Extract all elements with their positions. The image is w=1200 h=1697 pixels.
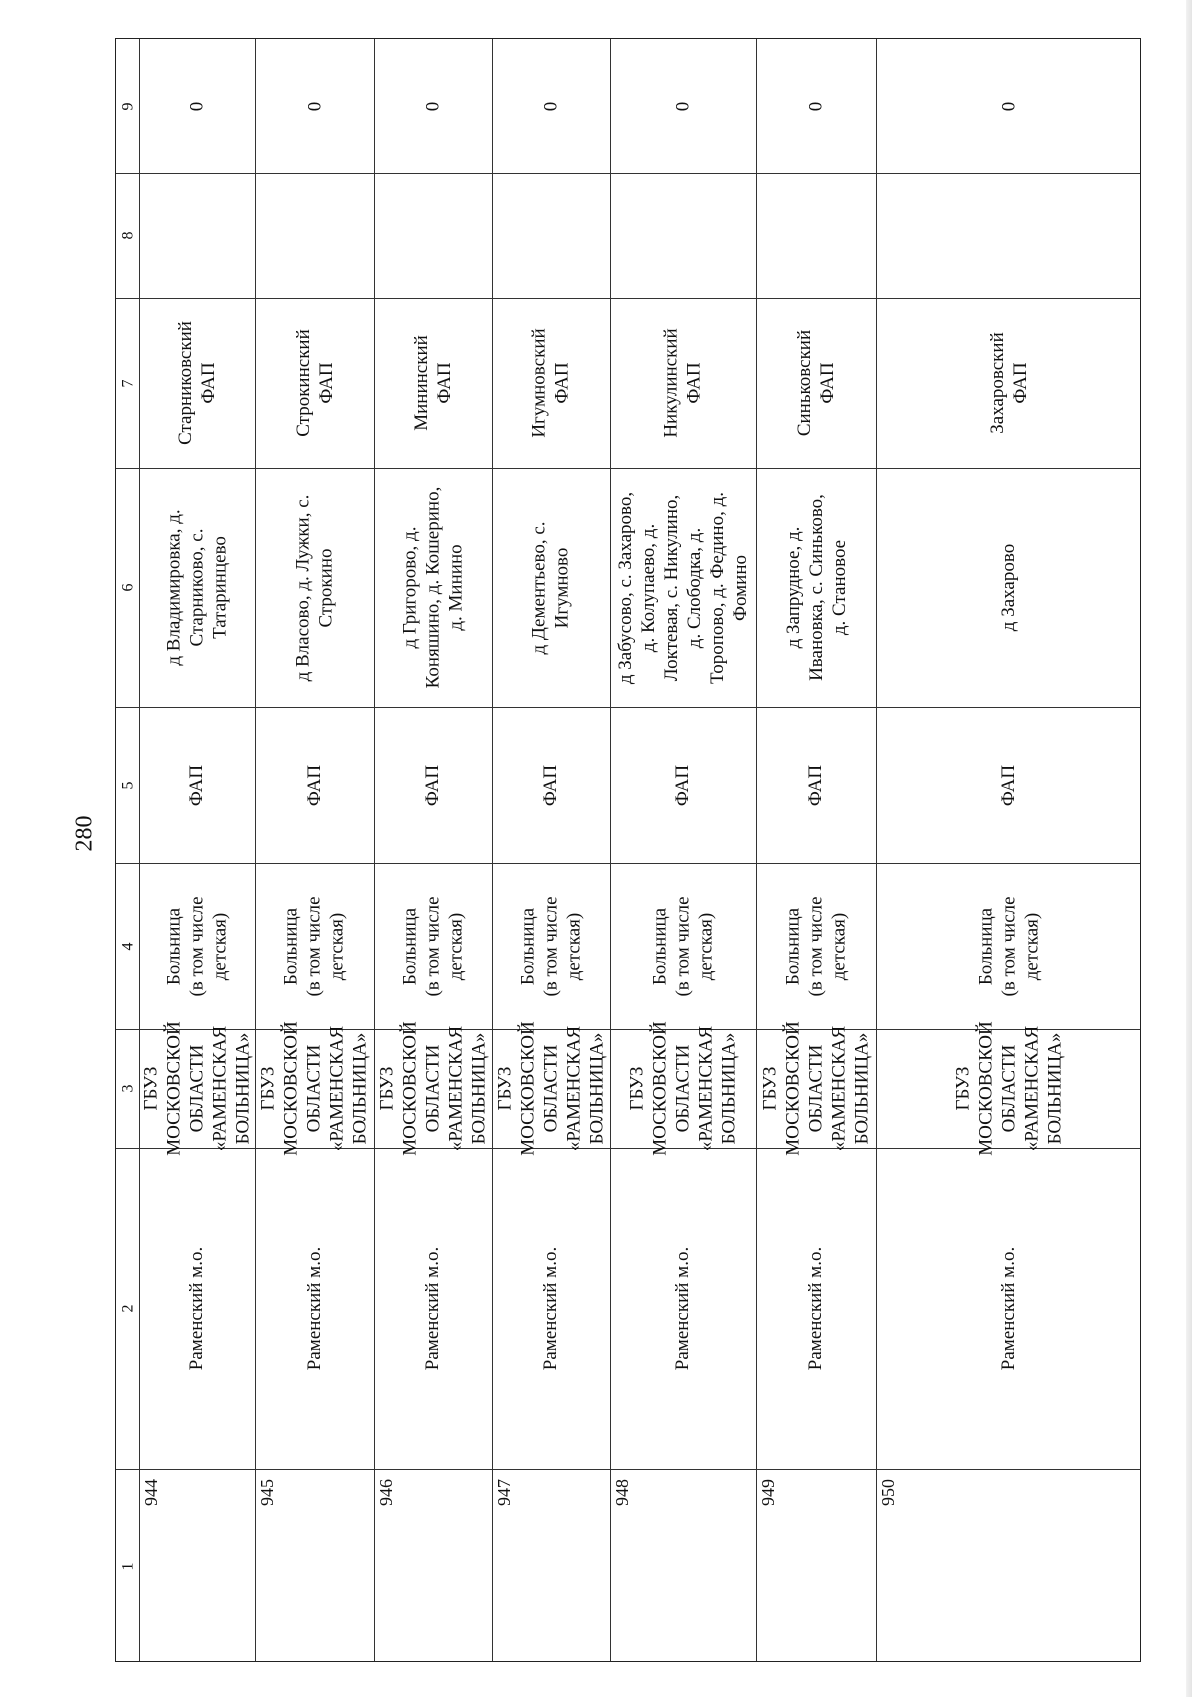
column-number-4-text: 4: [119, 942, 136, 950]
settlements-cell: [139, 468, 255, 707]
district-cell: [139, 1148, 255, 1469]
value-cell: [255, 39, 374, 173]
organization-cell: [374, 1021, 492, 1156]
district-cell-text: Раменский м.о.: [422, 1246, 444, 1371]
settlements-cell: [492, 468, 610, 707]
district-cell-text: Раменский м.о.: [998, 1246, 1020, 1371]
unit-type-cell-text: ФАП: [998, 764, 1020, 806]
col8-cell: [374, 173, 492, 298]
settlements-cell-text: д Дементьево, с. Игумново: [529, 520, 573, 655]
facility-type-cell: [139, 863, 255, 1029]
facility-type-cell: [756, 863, 876, 1029]
district-cell: [492, 1148, 610, 1469]
unit-type-cell: [374, 707, 492, 863]
facility-type-cell-text: Больница (в том числе детская): [163, 895, 231, 997]
settlements-cell-text: д Григорово, д. Коняшино, д. Кошерино, д. Минино: [399, 486, 467, 689]
organization-cell-text: ГБУЗ МОСКОВСКОЙ ОБЛАСТИ «РАМЕНСКАЯ БОЛЬНИЦА»: [952, 1021, 1066, 1156]
district-cell-text: Раменский м.о.: [186, 1246, 208, 1371]
district-cell: [876, 1148, 1142, 1469]
column-number-9-text: 9: [119, 102, 136, 110]
row-number: 948: [612, 1479, 632, 1506]
row-number: 949: [758, 1479, 778, 1506]
col8-cell: [139, 173, 255, 298]
district-cell: [610, 1148, 756, 1469]
value-cell-text: 0: [998, 101, 1020, 111]
settlements-cell: [756, 468, 876, 707]
organization-cell: [139, 1021, 255, 1156]
unit-name-cell: [492, 298, 610, 468]
unit-type-cell-text: ФАП: [672, 764, 694, 806]
value-cell-text: 0: [186, 101, 208, 111]
settlements-cell-text: д Владимировка, д. Старниково, с. Татаринцево: [163, 509, 231, 666]
column-number-7-text: 7: [119, 379, 136, 387]
unit-name-cell-text: Захаровский ФАП: [987, 332, 1031, 434]
unit-type-cell-text: ФАП: [540, 764, 562, 806]
column-number-5-text: 5: [119, 781, 136, 789]
unit-name-cell-text: Никулинский ФАП: [661, 328, 705, 438]
column-number-5: [116, 707, 139, 863]
organization-cell: [492, 1021, 610, 1156]
col8-cell: [255, 173, 374, 298]
column-number-1: [116, 1469, 139, 1663]
district-cell-text: Раменский м.о.: [540, 1246, 562, 1371]
facility-type-cell: [610, 863, 756, 1029]
column-number-4: [116, 863, 139, 1029]
facility-type-cell: [876, 863, 1142, 1029]
district-cell: [374, 1148, 492, 1469]
settlements-cell-text: д Запрудное, д. Ивановка, с. Синьково, д. Становое: [782, 494, 850, 681]
settlements-cell-text: д Захарово: [998, 543, 1020, 632]
row-number: 950: [878, 1479, 898, 1506]
organization-cell: [610, 1021, 756, 1156]
col8-cell: [756, 173, 876, 298]
unit-name-cell-text: Мининский ФАП: [410, 335, 455, 431]
settlements-cell: [876, 468, 1142, 707]
unit-name-cell-text: Старниковский ФАП: [175, 321, 220, 445]
organization-cell-text: ГБУЗ МОСКОВСКОЙ ОБЛАСТИ «РАМЕНСКАЯ БОЛЬНИЦА»: [494, 1021, 608, 1156]
facility-type-cell-text: Больница (в том числе детская): [975, 895, 1043, 997]
facility-type-cell: [255, 863, 374, 1029]
unit-type-cell: [255, 707, 374, 863]
facility-type-cell-text: Больница (в том числе детская): [399, 895, 467, 997]
facility-type-cell-text: Больница (в том числе детская): [649, 895, 717, 997]
district-cell-text: Раменский м.о.: [805, 1246, 827, 1371]
column-number-2-text: 2: [119, 1304, 136, 1313]
organization-cell: [756, 1021, 876, 1156]
value-cell: [610, 39, 756, 173]
unit-type-cell-text: ФАП: [805, 764, 827, 806]
district-cell-text: Раменский м.о.: [672, 1246, 694, 1371]
unit-type-cell-text: ФАП: [186, 764, 208, 806]
organization-cell: [876, 1021, 1142, 1156]
facility-type-cell: [374, 863, 492, 1029]
row-number: 945: [257, 1479, 277, 1506]
unit-type-cell: [492, 707, 610, 863]
column-number-3: [116, 1029, 139, 1148]
column-number-8: [116, 173, 139, 298]
facility-type-cell: [492, 863, 610, 1029]
facility-type-cell-text: Больница (в том числе детская): [517, 895, 585, 997]
value-cell-text: 0: [672, 101, 694, 111]
value-cell-text: 0: [304, 101, 325, 111]
unit-type-cell-text: ФАП: [303, 764, 325, 806]
unit-type-cell: [876, 707, 1142, 863]
page-number: 280: [71, 815, 98, 852]
unit-name-cell: [756, 298, 876, 468]
value-cell-text: 0: [805, 101, 827, 111]
unit-name-cell: [139, 298, 255, 468]
value-cell-text: 0: [422, 101, 444, 111]
settlements-cell-text: д Власово, д. Лужки, с. Строкино: [292, 494, 337, 681]
organization-cell-text: ГБУЗ МОСКОВСКОЙ ОБЛАСТИ «РАМЕНСКАЯ БОЛЬНИЦА»: [759, 1021, 873, 1156]
scan-edge: [1186, 0, 1192, 1697]
settlements-cell-text: д Забусово, с. Захарово, д. Колупаево, д. Локтевая, с. Никулино, д. Слободка, д. Торопово, д. Федино, д. Фомино: [615, 491, 751, 684]
organization-cell-text: ГБУЗ МОСКОВСКОЙ ОБЛАСТИ «РАМЕНСКАЯ БОЛЬНИЦА»: [140, 1021, 254, 1156]
organization-cell-text: ГБУЗ МОСКОВСКОЙ ОБЛАСТИ «РАМЕНСКАЯ БОЛЬНИЦА»: [626, 1021, 740, 1156]
value-cell: [876, 39, 1142, 173]
column-number-3-text: 3: [119, 1084, 136, 1093]
district-cell: [756, 1148, 876, 1469]
column-number-7: [116, 298, 139, 468]
unit-type-cell: [756, 707, 876, 863]
district-cell-text: Раменский м.о.: [304, 1246, 325, 1371]
col8-cell: [492, 173, 610, 298]
unit-name-cell-text: Синьковский ФАП: [794, 329, 838, 437]
unit-name-cell-text: Игумновский ФАП: [528, 328, 573, 438]
unit-name-cell-text: Строкинский ФАП: [292, 329, 337, 437]
column-number-9: [116, 39, 139, 173]
value-cell: [756, 39, 876, 173]
column-number-6: [116, 468, 139, 707]
row-number: 946: [376, 1479, 396, 1506]
value-cell-text: 0: [540, 101, 562, 111]
unit-name-cell: [374, 298, 492, 468]
row-number: 947: [494, 1479, 514, 1506]
unit-name-cell: [255, 298, 374, 468]
settlements-cell: [255, 468, 374, 707]
column-divider: [116, 1469, 1140, 1470]
column-number-6-text: 6: [119, 583, 136, 592]
facility-type-cell-text: Больница (в том числе детская): [281, 895, 348, 997]
value-cell: [374, 39, 492, 173]
value-cell: [492, 39, 610, 173]
facility-type-cell-text: Больница (в том числе детская): [782, 895, 850, 997]
unit-name-cell: [876, 298, 1142, 468]
settlements-cell: [374, 468, 492, 707]
organization-cell: [255, 1021, 374, 1156]
col8-cell: [610, 173, 756, 298]
unit-type-cell-text: ФАП: [422, 764, 444, 806]
rotated-table: [115, 38, 1141, 1662]
organization-cell-text: ГБУЗ МОСКОВСКОЙ ОБЛАСТИ «РАМЕНСКАЯ БОЛЬНИЦА»: [258, 1021, 371, 1156]
unit-type-cell: [139, 707, 255, 863]
row-number: 944: [141, 1479, 161, 1506]
column-number-8-text: 8: [119, 231, 136, 240]
settlements-cell: [610, 468, 756, 707]
organization-cell-text: ГБУЗ МОСКОВСКОЙ ОБЛАСТИ «РАМЕНСКАЯ БОЛЬНИЦА»: [376, 1021, 490, 1156]
col8-cell: [876, 173, 1142, 298]
column-number-1-text: 1: [119, 1562, 136, 1570]
value-cell: [139, 39, 255, 173]
unit-name-cell: [610, 298, 756, 468]
column-number-2: [116, 1148, 139, 1469]
district-cell: [255, 1148, 374, 1469]
unit-type-cell: [610, 707, 756, 863]
